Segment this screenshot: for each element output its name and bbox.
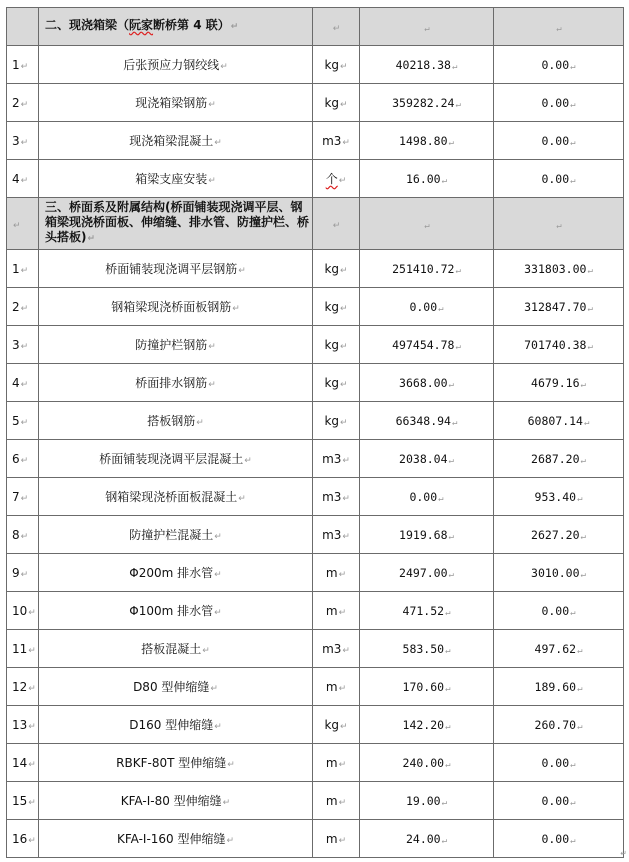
header-unit-cell: ↵ [313, 8, 360, 46]
item-unit: kg↵ [313, 706, 360, 744]
design-quantity: 0.00↵ [360, 288, 494, 326]
item-name-text: KFA-I-160 型伸缩缝 [116, 832, 226, 846]
item-name-text: RBKF-80T 型伸缩缝 [116, 756, 227, 770]
item-unit-text: m [325, 603, 338, 618]
item-name: 防撞护栏混凝土↵ [39, 516, 313, 554]
actual-quantity: 260.70↵ [494, 706, 624, 744]
actual-quantity: 0.00↵ [494, 744, 624, 782]
design-quantity: 359282.24↵ [360, 84, 494, 122]
actual-quantity: 0.00↵ [494, 592, 624, 630]
design-quantity-text: 251410.72 [392, 261, 455, 276]
header-index-cell [7, 8, 39, 46]
actual-quantity: 701740.38↵ [494, 326, 624, 364]
item-name-text: D160 型伸缩缝 [129, 718, 214, 732]
item-unit-text: m3 [322, 527, 342, 542]
actual-quantity: 2627.20↵ [494, 516, 624, 554]
design-quantity: 19.00↵ [360, 782, 494, 820]
design-quantity: 583.50↵ [360, 630, 494, 668]
design-quantity-text: 497454.78 [392, 337, 455, 352]
row-index: 14↵ [7, 744, 39, 782]
row-index: 1↵ [7, 46, 39, 84]
row-index-text: 5 [12, 413, 20, 428]
item-name-text: 防撞护栏混凝土 [129, 528, 214, 542]
design-quantity-text: 2038.04 [399, 451, 448, 466]
row-index-text: 3 [12, 133, 20, 148]
design-quantity: 24.00↵ [360, 820, 494, 858]
item-unit: m3↵ [313, 630, 360, 668]
actual-quantity: 331803.00↵ [494, 250, 624, 288]
item-unit: m3↵ [313, 122, 360, 160]
row-index-text: 12 [12, 679, 28, 694]
header-value-cell-1: ↵ [360, 198, 494, 250]
design-quantity-text: 142.20 [402, 717, 445, 732]
item-unit: kg↵ [313, 46, 360, 84]
actual-quantity-text: 0.00 [541, 171, 570, 186]
design-quantity: 471.52↵ [360, 592, 494, 630]
row-index: 6↵ [7, 440, 39, 478]
item-name: 桥面排水钢筋↵ [39, 364, 313, 402]
actual-quantity-text: 0.00 [541, 755, 570, 770]
item-name-text: 现浇箱梁混凝土 [129, 134, 214, 148]
item-unit-text: 个 [325, 172, 338, 186]
design-quantity: 497454.78↵ [360, 326, 494, 364]
design-quantity: 1919.68↵ [360, 516, 494, 554]
item-name-text: Φ100m 排水管 [129, 604, 214, 618]
table-row [7, 250, 624, 288]
row-index-text: 1 [12, 261, 20, 276]
table-row [7, 364, 624, 402]
item-name: Φ200m 排水管↵ [39, 554, 313, 592]
actual-quantity: 0.00↵ [494, 820, 624, 858]
item-unit: kg↵ [313, 402, 360, 440]
actual-quantity: 953.40↵ [494, 478, 624, 516]
item-unit-text: m [325, 755, 338, 770]
item-unit-text: m [325, 679, 338, 694]
design-quantity: 2497.00↵ [360, 554, 494, 592]
design-quantity-text: 583.50 [402, 641, 445, 656]
item-unit-text: m [325, 565, 338, 580]
section-title-1-part-c: 断桥第 4 联） [153, 18, 230, 32]
actual-quantity-text: 0.00 [541, 95, 570, 110]
section-header-row [7, 198, 624, 250]
table-row [7, 668, 624, 706]
design-quantity: 3668.00↵ [360, 364, 494, 402]
actual-quantity: 312847.70↵ [494, 288, 624, 326]
item-unit-text: m [325, 793, 338, 808]
actual-quantity-text: 0.00 [541, 603, 570, 618]
table-row [7, 326, 624, 364]
actual-quantity: 60807.14↵ [494, 402, 624, 440]
item-name: 现浇箱梁混凝土↵ [39, 122, 313, 160]
section-title-1-part-b: 阮家 [129, 18, 154, 32]
table-row [7, 402, 624, 440]
row-index: 2↵ [7, 84, 39, 122]
header-index-cell: ↵ [7, 198, 39, 250]
item-name-text: 钢箱梁现浇桥面板混凝土 [105, 490, 238, 504]
row-index-text: 15 [12, 793, 28, 808]
section-title-1-part-a: 二、现浇箱梁（ [45, 18, 130, 32]
item-unit-text: kg [324, 375, 340, 390]
item-name: 箱梁支座安装↵ [39, 160, 313, 198]
design-quantity-text: 2497.00 [399, 565, 448, 580]
item-unit: m3↵ [313, 516, 360, 554]
table-row [7, 630, 624, 668]
actual-quantity-text: 953.40 [534, 489, 577, 504]
row-index-text: 2 [12, 95, 20, 110]
actual-quantity-text: 2687.20 [531, 451, 580, 466]
item-unit: m↵ [313, 592, 360, 630]
header-value-cell-2: ↵ [494, 8, 624, 46]
section-title-1: 二、现浇箱梁（阮家断桥第 4 联）↵ [39, 8, 313, 46]
row-index-text: 14 [12, 755, 28, 770]
item-name: 防撞护栏钢筋↵ [39, 326, 313, 364]
item-unit: m↵ [313, 820, 360, 858]
item-unit-text: kg [324, 57, 340, 72]
row-index: 10↵ [7, 592, 39, 630]
item-unit-text: kg [324, 717, 340, 732]
section-title-2-text: 三、桥面系及附属结构(桥面铺装现浇调平层、钢箱梁现浇桥面板、伸缩缝、排水管、防撞护栏、桥头搭板) [45, 200, 310, 244]
item-unit: m↵ [313, 744, 360, 782]
item-name: D80 型伸缩缝↵ [39, 668, 313, 706]
actual-quantity-text: 312847.70 [524, 299, 587, 314]
item-name: 现浇箱梁钢筋↵ [39, 84, 313, 122]
item-name: 后张预应力钢绞线↵ [39, 46, 313, 84]
header-unit-cell: ↵ [313, 198, 360, 250]
table-row [7, 744, 624, 782]
actual-quantity-text: 4679.16 [531, 375, 580, 390]
row-index: 5↵ [7, 402, 39, 440]
item-unit-text: m3 [322, 451, 342, 466]
row-index-text: 4 [12, 171, 20, 186]
item-name-text: 搭板钢筋 [147, 414, 196, 428]
table-row [7, 46, 624, 84]
item-unit: kg↵ [313, 250, 360, 288]
item-name-text: D80 型伸缩缝 [133, 680, 210, 694]
table-row [7, 592, 624, 630]
item-unit-text: m3 [322, 133, 342, 148]
actual-quantity: 2687.20↵ [494, 440, 624, 478]
table-row [7, 554, 624, 592]
item-name-text: 后张预应力钢绞线 [123, 58, 220, 72]
table-row [7, 84, 624, 122]
row-index-text: 6 [12, 451, 20, 466]
design-quantity-text: 40218.38 [395, 57, 451, 72]
design-quantity-text: 0.00 [409, 489, 438, 504]
design-quantity-text: 24.00 [405, 831, 441, 846]
design-quantity-text: 471.52 [402, 603, 445, 618]
item-unit-text: kg [324, 299, 340, 314]
actual-quantity: 0.00↵ [494, 84, 624, 122]
item-unit-text: m [325, 831, 338, 846]
row-index-text: 2 [12, 299, 20, 314]
row-index-text: 4 [12, 375, 20, 390]
section-header-row [7, 8, 624, 46]
item-name-text: 防撞护栏钢筋 [135, 338, 208, 352]
item-name: KFA-I-160 型伸缩缝↵ [39, 820, 313, 858]
row-index: 16↵ [7, 820, 39, 858]
actual-quantity-text: 497.62 [534, 641, 577, 656]
design-quantity: 16.00↵ [360, 160, 494, 198]
item-name: Φ100m 排水管↵ [39, 592, 313, 630]
table-row [7, 160, 624, 198]
item-unit-text: m3 [322, 489, 342, 504]
design-quantity-text: 1498.80 [399, 133, 448, 148]
row-index: 3↵ [7, 122, 39, 160]
row-index-text: 1 [12, 57, 20, 72]
table-row [7, 706, 624, 744]
design-quantity-text: 19.00 [405, 793, 441, 808]
row-index: 13↵ [7, 706, 39, 744]
item-name-text: 箱梁支座安装 [135, 172, 208, 186]
item-unit: kg↵ [313, 288, 360, 326]
design-quantity: 1498.80↵ [360, 122, 494, 160]
actual-quantity: 0.00↵ [494, 122, 624, 160]
item-unit-text: m3 [322, 641, 342, 656]
row-index-text: 9 [12, 565, 20, 580]
item-name-text: 搭板混凝土 [141, 642, 202, 656]
row-index-text: 3 [12, 337, 20, 352]
actual-quantity-text: 0.00 [541, 57, 570, 72]
table-row [7, 782, 624, 820]
row-index: 3↵ [7, 326, 39, 364]
item-unit: kg↵ [313, 84, 360, 122]
actual-quantity-text: 2627.20 [531, 527, 580, 542]
design-quantity-text: 240.00 [402, 755, 445, 770]
quantity-table [6, 7, 624, 858]
actual-quantity-text: 701740.38 [524, 337, 587, 352]
item-unit-text: kg [324, 95, 340, 110]
end-of-table-mark: ↵ [620, 849, 627, 858]
item-unit-text: kg [324, 261, 340, 276]
design-quantity-text: 170.60 [402, 679, 445, 694]
item-name-text: 钢箱梁现浇桥面板钢筋 [111, 300, 232, 314]
row-index: 4↵ [7, 160, 39, 198]
item-name: 钢箱梁现浇桥面板混凝土↵ [39, 478, 313, 516]
table-row [7, 516, 624, 554]
item-name: D160 型伸缩缝↵ [39, 706, 313, 744]
item-unit: kg↵ [313, 364, 360, 402]
actual-quantity: 0.00↵ [494, 160, 624, 198]
row-index-text: 11 [12, 641, 28, 656]
design-quantity: 40218.38↵ [360, 46, 494, 84]
row-index: 15↵ [7, 782, 39, 820]
item-unit: m↵ [313, 782, 360, 820]
table-row [7, 122, 624, 160]
actual-quantity-text: 189.60 [534, 679, 577, 694]
item-name: 桥面铺装现浇调平层钢筋↵ [39, 250, 313, 288]
item-name-text: 桥面铺装现浇调平层混凝土 [99, 452, 244, 466]
table-row [7, 440, 624, 478]
item-unit-text: kg [324, 413, 340, 428]
design-quantity-text: 16.00 [405, 171, 441, 186]
design-quantity-text: 359282.24 [392, 95, 455, 110]
actual-quantity-text: 0.00 [541, 831, 570, 846]
design-quantity: 251410.72↵ [360, 250, 494, 288]
table-row [7, 478, 624, 516]
item-name: 搭板混凝土↵ [39, 630, 313, 668]
item-unit: m3↵ [313, 440, 360, 478]
table-row [7, 288, 624, 326]
item-unit: m↵ [313, 668, 360, 706]
row-index-text: 13 [12, 717, 28, 732]
actual-quantity-text: 331803.00 [524, 261, 587, 276]
row-index: 11↵ [7, 630, 39, 668]
header-value-cell-1: ↵ [360, 8, 494, 46]
section-title-2: 三、桥面系及附属结构(桥面铺装现浇调平层、钢箱梁现浇桥面板、伸缩缝、排水管、防撞护栏、桥头搭板)↵ [39, 198, 313, 250]
header-value-cell-2: ↵ [494, 198, 624, 250]
row-index-text: 7 [12, 489, 20, 504]
design-quantity-text: 3668.00 [399, 375, 448, 390]
actual-quantity: 3010.00↵ [494, 554, 624, 592]
actual-quantity-text: 3010.00 [531, 565, 580, 580]
design-quantity-text: 1919.68 [399, 527, 448, 542]
item-name: 搭板钢筋↵ [39, 402, 313, 440]
row-index: 9↵ [7, 554, 39, 592]
actual-quantity-text: 60807.14 [527, 413, 583, 428]
row-index: 1↵ [7, 250, 39, 288]
row-index-text: 16 [12, 831, 28, 846]
design-quantity: 142.20↵ [360, 706, 494, 744]
item-unit: m↵ [313, 554, 360, 592]
design-quantity: 66348.94↵ [360, 402, 494, 440]
actual-quantity: 4679.16↵ [494, 364, 624, 402]
item-name: KFA-I-80 型伸缩缝↵ [39, 782, 313, 820]
item-name: 桥面铺装现浇调平层混凝土↵ [39, 440, 313, 478]
actual-quantity-text: 0.00 [541, 133, 570, 148]
item-name-text: KFA-I-80 型伸缩缝 [120, 794, 222, 808]
item-name-text: 桥面排水钢筋 [135, 376, 208, 390]
item-unit: kg↵ [313, 326, 360, 364]
actual-quantity: 0.00↵ [494, 782, 624, 820]
item-unit: m3↵ [313, 478, 360, 516]
design-quantity: 0.00↵ [360, 478, 494, 516]
design-quantity: 240.00↵ [360, 744, 494, 782]
actual-quantity-text: 260.70 [534, 717, 577, 732]
row-index: 12↵ [7, 668, 39, 706]
item-name: RBKF-80T 型伸缩缝↵ [39, 744, 313, 782]
item-unit-text: kg [324, 337, 340, 352]
actual-quantity: 189.60↵ [494, 668, 624, 706]
design-quantity-text: 0.00 [409, 299, 438, 314]
row-index: 2↵ [7, 288, 39, 326]
design-quantity: 2038.04↵ [360, 440, 494, 478]
item-name-text: 现浇箱梁钢筋 [135, 96, 208, 110]
item-unit: 个↵ [313, 160, 360, 198]
actual-quantity: 0.00↵ [494, 46, 624, 84]
row-index: 8↵ [7, 516, 39, 554]
actual-quantity: 497.62↵ [494, 630, 624, 668]
actual-quantity-text: 0.00 [541, 793, 570, 808]
row-index-text: 8 [12, 527, 20, 542]
item-name: 钢箱梁现浇桥面板钢筋↵ [39, 288, 313, 326]
row-index: 4↵ [7, 364, 39, 402]
item-name-text: Φ200m 排水管 [129, 566, 214, 580]
item-name-text: 桥面铺装现浇调平层钢筋 [105, 262, 238, 276]
design-quantity-text: 66348.94 [395, 413, 451, 428]
row-index: 7↵ [7, 478, 39, 516]
table-row [7, 820, 624, 858]
design-quantity: 170.60↵ [360, 668, 494, 706]
row-index-text: 10 [12, 603, 28, 618]
